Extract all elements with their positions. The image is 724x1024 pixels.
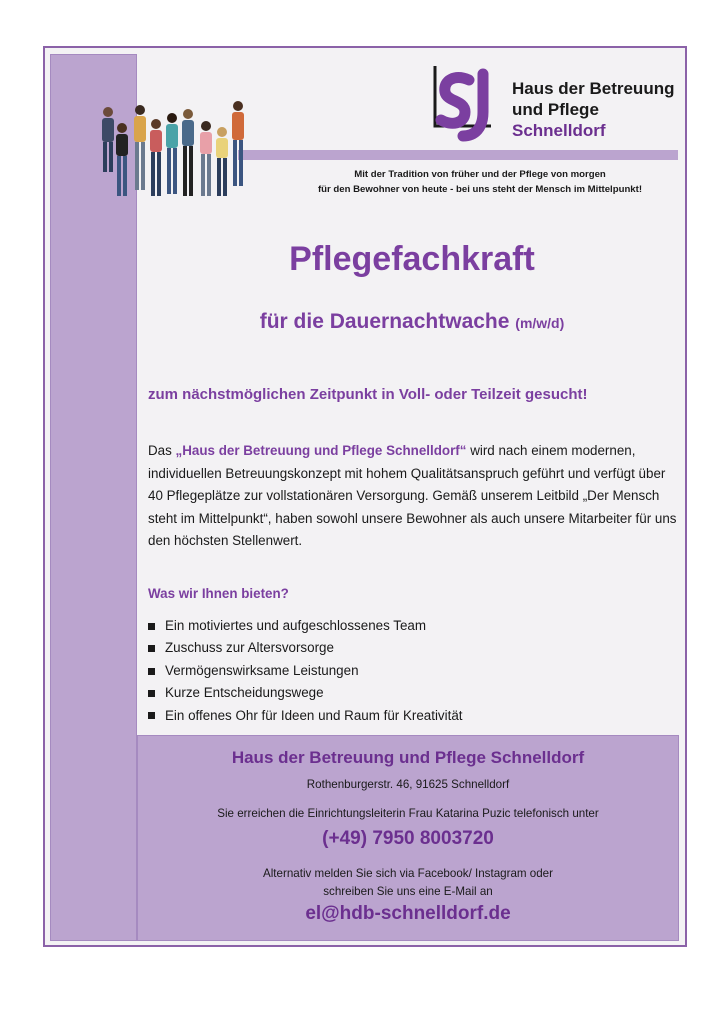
list-item-text: Ein motiviertes und aufgeschlossenes Team <box>165 618 427 633</box>
sj-logo-icon <box>431 66 501 142</box>
list-item-text: Zuschuss zur Altersvorsorge <box>165 640 334 656</box>
contact-phone[interactable]: (+49) 7950 8003720 <box>322 828 494 849</box>
bullet-icon <box>148 645 155 652</box>
subtitle-suffix: (m/w/d) <box>515 315 565 331</box>
contact-alt-line-1: Alternativ melden Sie sich via Facebook/ Instagram oder <box>263 867 553 880</box>
description-prefix: Das <box>148 443 176 458</box>
list-item <box>148 660 668 682</box>
contact-alternative-text <box>138 865 678 901</box>
offers-heading: Was wir Ihnen bieten? <box>148 586 289 601</box>
contact-box <box>137 735 679 941</box>
logo-line-1: Haus der Betreuung <box>512 79 675 98</box>
offers-list <box>148 615 668 727</box>
tagline-line-2: für den Bewohner von heute - bei uns steht der Mensch im Mittelpunkt! <box>317 184 643 195</box>
header-strip <box>238 150 678 160</box>
list-item <box>148 615 668 637</box>
logo-wordmark <box>512 78 674 141</box>
logo-line-2: und Pflege <box>512 100 599 119</box>
group-of-people-illustration <box>96 98 256 210</box>
contact-alt-line-2: schreiben Sie uns eine E-Mail an <box>323 885 493 898</box>
bullet-icon <box>148 623 155 630</box>
bullet-icon <box>148 668 155 675</box>
description-rest: wird nach einem modernen, individuellen Betreuungskonzept mit hohem Qualitätsanspruch geführt und verfügt über 40 Pflegeplätze zur vollstationären Versorgung. Gemäß unserem Leitbild „Der Mensch steht im Mittelpunkt“, haben sowohl unsere Bewohner als auch unsere Mitarbeiter für uns den höchsten Stellenwert. <box>148 443 677 549</box>
list-item-text: Vermögenswirksame Leistungen <box>165 662 359 678</box>
job-title: Pflegefachkraft <box>289 240 535 278</box>
list-item <box>148 637 668 659</box>
description-highlight: „Haus der Betreuung und Pflege Schnelldorf“ <box>175 443 467 458</box>
contact-reach-text: Sie erreichen die Einrichtungsleiterin Frau Katarina Puzic telefonisch unter <box>217 807 599 820</box>
contact-email[interactable]: el@hdb-schnelldorf.de <box>305 903 511 924</box>
bullet-icon <box>148 712 155 719</box>
headline: zum nächstmöglichen Zeitpunkt in Voll- oder Teilzeit gesucht! <box>148 386 588 403</box>
subtitle-main: für die Dauernachtwache <box>259 310 510 333</box>
job-subtitle <box>137 310 687 334</box>
list-item-text: Ein offenes Ohr für Ideen und Raum für Kreativität <box>165 707 463 723</box>
contact-address: Rothenburgerstr. 46, 91625 Schnelldorf <box>306 778 510 791</box>
bullet-icon <box>148 690 155 697</box>
list-item <box>148 682 668 704</box>
tagline-line-1: Mit der Tradition von früher und der Pflege von morgen <box>354 169 606 180</box>
list-item <box>148 705 668 727</box>
description-paragraph <box>148 440 678 553</box>
logo-line-3: Schnelldorf <box>512 121 606 140</box>
list-item-text: Kurze Entscheidungswege <box>165 685 324 701</box>
tagline <box>290 167 670 197</box>
contact-name: Haus der Betreuung und Pflege Schnelldorf <box>231 748 585 767</box>
